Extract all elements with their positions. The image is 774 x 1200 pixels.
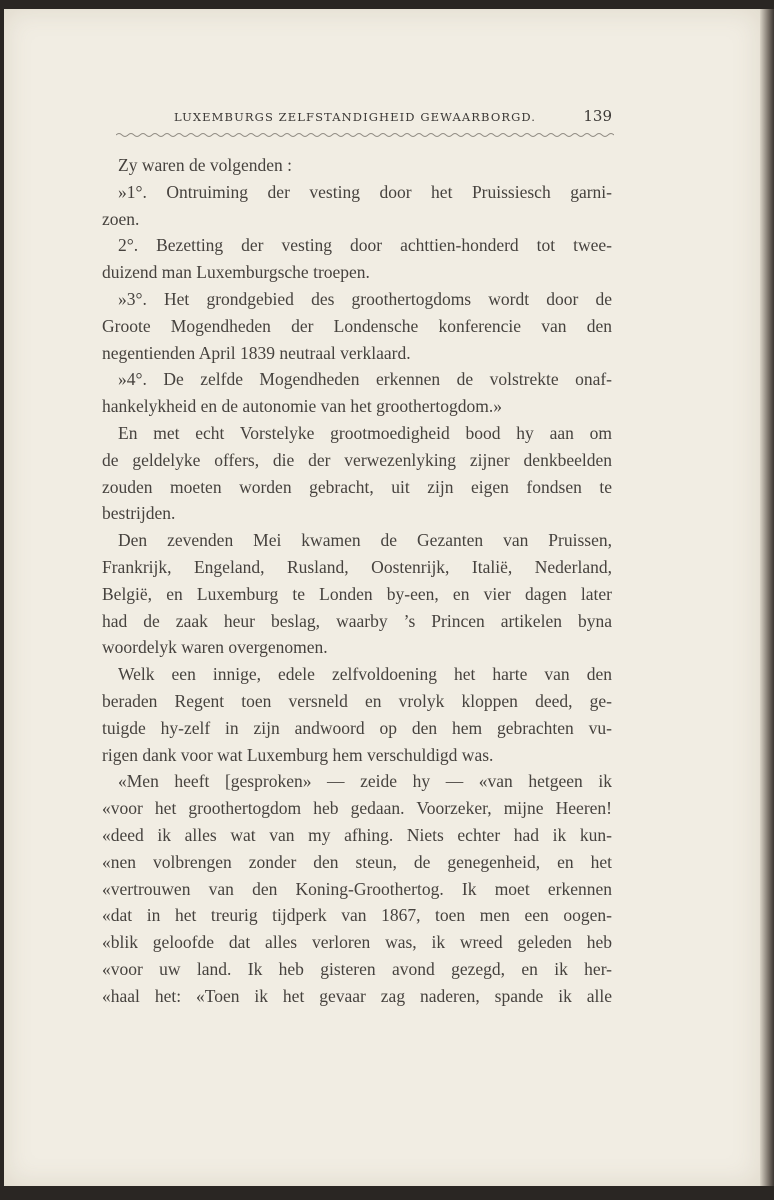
running-title: LUXEMBURGS ZELFSTANDIGHEID GEWAARBORGD. [174,110,537,124]
text-line: «voor het groothertogdom heb gedaan. Voorzeker, mijne Heeren! [102,798,612,819]
text-line: Den zevenden Mei kwamen de Gezanten van Pruissen, [118,530,612,551]
text-line: woordelyk waren overgenomen. [102,637,328,658]
page-edge-shadow [760,9,774,1186]
text-line: hankelykheid en de autonomie van het groothertogdom.» [102,396,502,417]
text-line: »3°. Het grondgebied des groothertogdoms wordt door de [118,288,612,309]
text-line: beraden Regent toen versneld en vrolyk kloppen deed, ge- [102,690,612,711]
text-line: België, en Luxemburg te Londen by-een, en vier dagen later [102,583,612,604]
text-line: Groote Mogendheden der Londensche konferencie van den [102,315,612,336]
text-line: negentienden April 1839 neutraal verklaard. [102,342,411,363]
text-line: «voor uw land. Ik heb gisteren avond gezegd, en ik her- [102,958,612,979]
text-line: rigen dank voor wat Luxemburg hem verschuldigd was. [102,744,494,765]
text-line: «haal het: «Toen ik het gevaar zag naderen, spande ik alle [102,985,612,1006]
body-text [102,152,612,1010]
text-line: had de zaak heur beslag, waarby ’s Princen artikelen byna [102,610,612,631]
text-line: Zy waren de volgenden : [118,155,292,175]
text-line: «dat in het treurig tijdperk van 1867, toen men een oogen- [102,905,612,926]
decorative-wavy-rule [116,131,614,139]
text-line: »1°. Ontruiming der vesting door het Pruissiesch garni- [118,181,612,202]
running-head [116,108,612,130]
text-line: 2°. Bezetting der vesting door achttien-honderd tot twee- [118,235,612,256]
text-line: Frankrijk, Engeland, Rusland, Oostenrijk, Italië, Nederland, [102,556,612,577]
page-number: 139 [583,107,612,125]
text-line: «blik geloofde dat alles verloren was, ik wreed geleden heb [102,932,612,953]
text-line: duizend man Luxemburgsche troepen. [102,262,370,283]
text-line: «Men heeft [gesproken» — zeide hy — «van hetgeen ik [118,771,612,792]
text-line: «deed ik alles wat van my afhing. Niets echter had ik kun- [102,824,612,845]
text-line: zouden moeten worden gebracht, uit zijn eigen fondsen te [102,476,612,497]
text-line: bestrijden. [102,503,176,524]
text-line: «nen volbrengen zonder den steun, de genegenheid, en het [102,851,612,872]
text-line: «vertrouwen van den Koning-Groothertog. Ik moet erkennen [102,878,612,899]
text-line: En met echt Vorstelyke grootmoedigheid bood hy aan om [118,422,612,443]
text-line: tuigde hy-zelf in zijn andwoord op den hem gebrachten vu- [102,717,612,738]
text-line: zoen. [102,208,140,229]
text-line: de geldelyke offers, die der verwezenlyking zijner denkbeelden [102,449,612,470]
text-line: Welk een innige, edele zelfvoldoening het harte van den [118,664,612,685]
text-line: »4°. De zelfde Mogendheden erkennen de volstrekte onaf- [118,369,612,390]
